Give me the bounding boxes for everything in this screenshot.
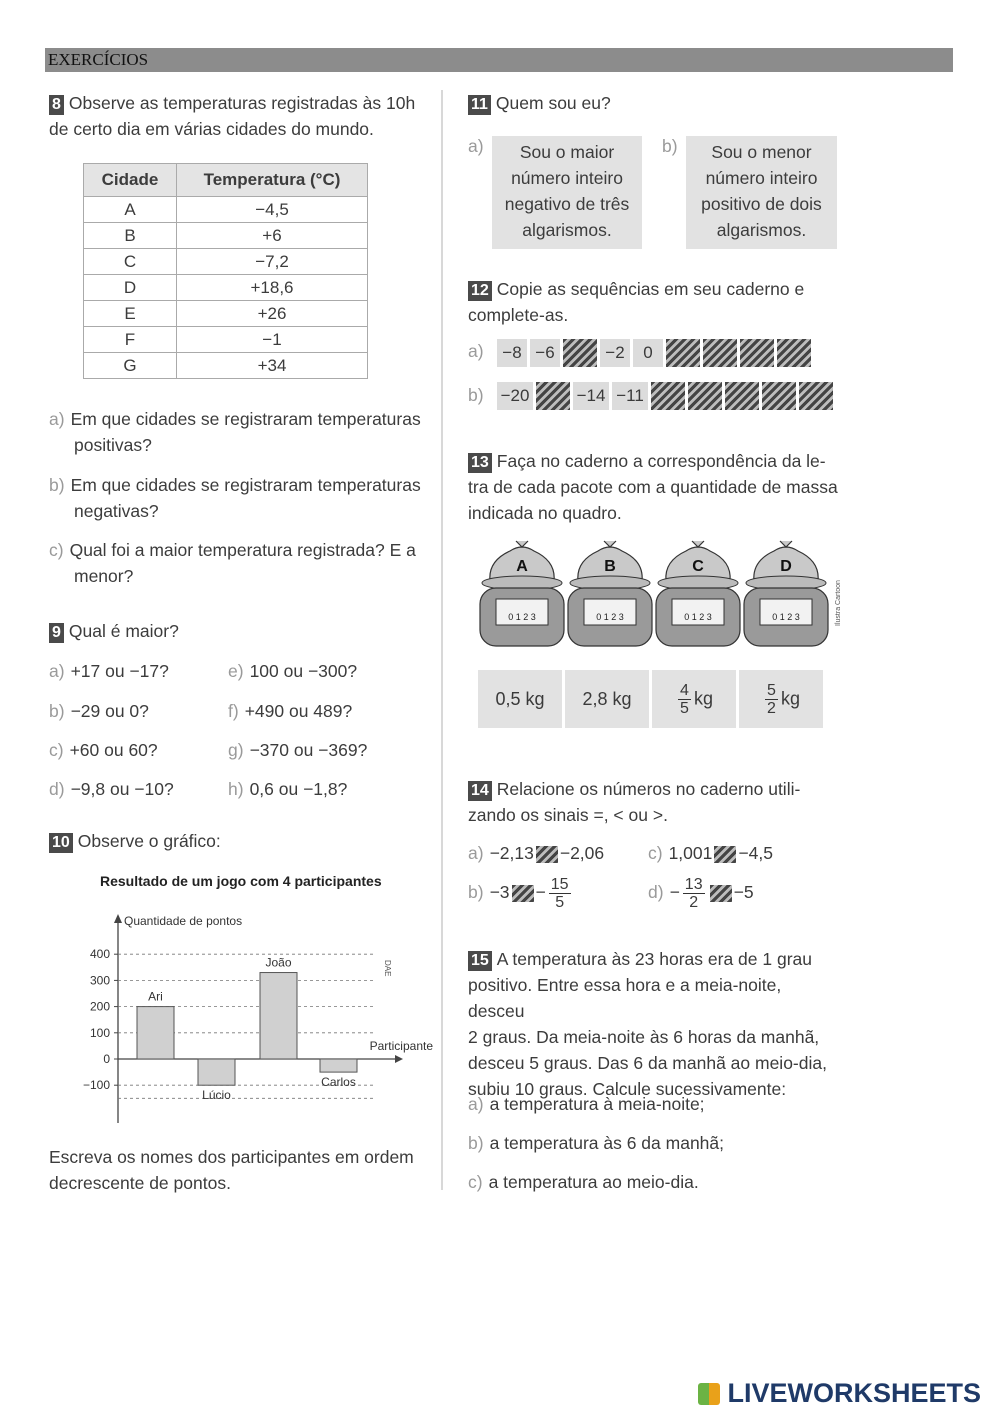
header-title: EXERCÍCIOS xyxy=(48,50,149,69)
mass-table xyxy=(478,670,823,728)
package-letter: A xyxy=(516,558,528,575)
blank-cell xyxy=(799,382,833,410)
column-divider xyxy=(441,90,443,1190)
scales-illustration xyxy=(476,533,846,653)
package-letter: D xyxy=(780,558,792,575)
q11-title: 11 Quem sou eu? xyxy=(468,90,611,116)
q9-item-d: d) −9,8 ou −10? xyxy=(49,779,174,799)
y-axis-label: Quantidade de pontos xyxy=(124,914,243,928)
mass-cell: 0,5 kg xyxy=(478,670,562,728)
logo-icon xyxy=(698,1383,720,1405)
bar-label: João xyxy=(265,955,292,970)
illustration-credit: Ilustra Cartoon xyxy=(835,580,842,626)
bar xyxy=(198,1059,235,1085)
y-tick-label: 200 xyxy=(89,999,110,1014)
q11-box-a: Sou o maior número inteiro negativo de três algarismos. xyxy=(492,136,642,249)
blank-cell xyxy=(563,339,597,367)
q9-item-c: c) +60 ou 60? xyxy=(49,740,158,760)
bar-label: Ari xyxy=(148,989,163,1004)
q12-sequence-b xyxy=(497,382,842,410)
table-row: F −1 xyxy=(84,327,368,353)
q9-item-h: h) 0,6 ou −1,8? xyxy=(228,779,348,799)
blank-cell xyxy=(651,382,685,410)
q10-title: 10 Observe o gráfico: xyxy=(49,828,221,854)
q9-title: 9 Qual é maior? xyxy=(49,618,179,644)
y-tick-label: −100 xyxy=(82,1078,110,1093)
sequence-cell: −6 xyxy=(530,339,560,367)
bar xyxy=(260,973,297,1059)
bar xyxy=(137,1007,174,1059)
table-row: B +6 xyxy=(84,223,368,249)
table-row: A −4,5 xyxy=(84,197,368,223)
scale-ticks: 0 1 2 3 xyxy=(684,612,712,622)
table-row: C −7,2 xyxy=(84,249,368,275)
y-axis-arrow xyxy=(114,914,122,923)
q8-item-b: b) Em que cidades se registraram temperaturas negativas? xyxy=(49,475,421,521)
scale-ticks: 0 1 2 3 xyxy=(508,612,536,622)
sequence-cell: −2 xyxy=(600,339,630,367)
table-header-city: Cidade xyxy=(84,164,177,197)
q13-statement: 13 Faça no caderno a correspondência da le- tra de cada pacote com a quantidade de massa indicada no quadro. xyxy=(468,451,838,523)
table-row: D +18,6 xyxy=(84,275,368,301)
blank-cell xyxy=(725,382,759,410)
chart-title: Resultado de um jogo com 4 participantes xyxy=(100,873,382,889)
sequence-cell: −8 xyxy=(497,339,527,367)
q10-footer: Escreva os nomes dos participantes em ordem decrescente de pontos. xyxy=(49,1147,414,1193)
q15-item-b: b) a temperatura às 6 da manhã; xyxy=(468,1133,725,1153)
q8-statement xyxy=(49,90,434,142)
x-axis-arrow xyxy=(395,1055,403,1063)
mass-cell: $\frac{4}{5}$ kg xyxy=(652,670,736,728)
liveworksheets-logo: LIVEWORKSHEETS xyxy=(698,1378,981,1409)
y-tick-label: 400 xyxy=(89,947,110,962)
q12-b-label: b) xyxy=(468,385,484,405)
y-tick-label: 300 xyxy=(89,973,110,988)
mass-cell: 2,8 kg xyxy=(565,670,649,728)
q11-a-label: a) xyxy=(468,136,484,156)
sequence-cell: 0 xyxy=(633,339,663,367)
points-bar-chart xyxy=(55,865,440,1130)
q14-item-d: d) − $\frac{13}{2}$ −5 xyxy=(648,876,754,911)
q15-statement: 15 A temperatura às 23 horas era de 1 grau positivo. Entre essa hora e a meia-noite, desceu 2 graus. Da meia-noite às 6 horas da manhã, desceu 5 graus. Das 6 da manhã ao meio-dia, subiu 10 graus. Calcule sucessivamente: xyxy=(468,949,827,1099)
bar-label: Lúcio xyxy=(202,1088,231,1103)
bar-label: Carlos xyxy=(321,1075,356,1090)
blank-cell xyxy=(777,339,811,367)
q14-item-c: c) 1,001 −4,5 xyxy=(648,843,773,863)
blank-cell xyxy=(536,382,570,410)
table-row: E +26 xyxy=(84,301,368,327)
package-letter: C xyxy=(692,558,704,575)
q8-line1: Observe as temperaturas registradas às 10h xyxy=(68,93,416,113)
q8-item-a: a) Em que cidades se registraram temperaturas positivas? xyxy=(49,409,421,455)
y-tick-label: 100 xyxy=(89,1025,110,1040)
blank-cell xyxy=(688,382,722,410)
q14-item-b: b) −3 − $\frac{15}{5}$ xyxy=(468,876,569,911)
blank-cell xyxy=(762,382,796,410)
q12-sequence-a xyxy=(497,339,842,367)
q14-statement: 14 Relacione os números no caderno utili- zando os sinais =, < ou >. xyxy=(468,779,801,825)
q9-item-a: a) +17 ou −17? xyxy=(49,661,169,681)
q9-item-f: f) +490 ou 489? xyxy=(228,701,353,721)
q12-a-label: a) xyxy=(468,341,484,361)
bar xyxy=(320,1059,357,1072)
page-header xyxy=(45,48,953,72)
q15-item-a: a) a temperatura à meia-noite; xyxy=(468,1094,705,1114)
package-letter: B xyxy=(604,558,616,575)
scale-ticks: 0 1 2 3 xyxy=(772,612,800,622)
blank-cell xyxy=(666,339,700,367)
sequence-cell: −11 xyxy=(612,382,648,410)
y-tick-label: 0 xyxy=(103,1052,110,1066)
q11-b-label: b) xyxy=(662,136,678,156)
q9-item-b: b) −29 ou 0? xyxy=(49,701,149,721)
q14-item-a: a) −2,13 −2,06 xyxy=(468,843,605,863)
q8-number: 8 xyxy=(49,95,64,115)
q9-item-e: e) 100 ou −300? xyxy=(228,661,358,681)
q9-item-g: g) −370 ou −369? xyxy=(228,740,368,760)
sequence-cell: −14 xyxy=(573,382,609,410)
x-axis-label: Participante xyxy=(369,1039,433,1053)
table-row: G +34 xyxy=(84,353,368,379)
chart-credit: DAE xyxy=(383,960,392,977)
q12-statement: 12 Copie as sequências em seu caderno e complete-as. xyxy=(468,279,805,325)
blank-cell xyxy=(703,339,737,367)
mass-cell: $\frac{5}{2}$ kg xyxy=(739,670,823,728)
blank-cell xyxy=(740,339,774,367)
sequence-cell: −20 xyxy=(497,382,533,410)
q15-item-c: c) a temperatura ao meio-dia. xyxy=(468,1172,699,1192)
q8-line2: de certo dia em várias cidades do mundo. xyxy=(49,119,374,139)
table-header-temp: Temperatura (°C) xyxy=(177,164,368,197)
temperature-table xyxy=(83,163,368,379)
q8-item-c: c) Qual foi a maior temperatura registrada? E a menor? xyxy=(49,540,416,586)
q11-box-b: Sou o menor número inteiro positivo de dois algarismos. xyxy=(686,136,837,249)
scale-ticks: 0 1 2 3 xyxy=(596,612,624,622)
